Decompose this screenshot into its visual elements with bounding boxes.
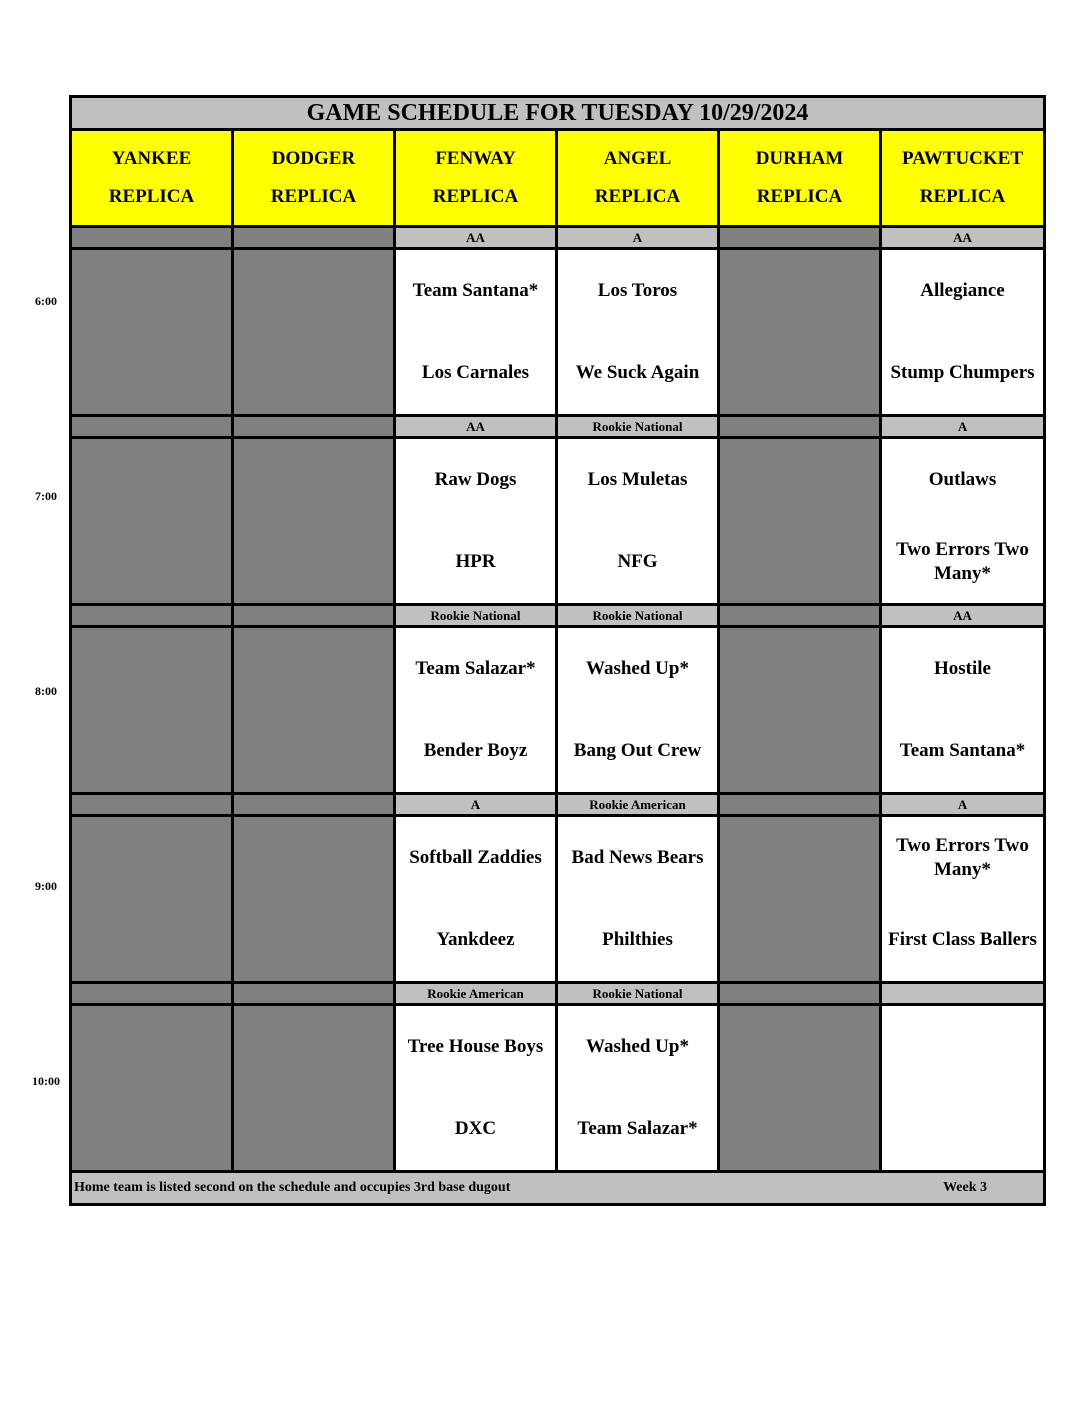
game-cell [395,816,557,983]
game-cell [557,438,719,605]
unused-slot [233,438,395,605]
unused-slot [233,816,395,983]
field-type: REPLICA [108,186,195,207]
game-cell [557,1005,719,1172]
home-team: DXC [454,1118,497,1139]
away-team: Washed Up* [586,1036,689,1057]
away-team: Raw Dogs [434,469,517,490]
home-team: First Class Ballers [888,929,1037,950]
home-team: NFG [617,551,658,572]
field-type: REPLICA [432,186,519,207]
schedule-table [69,95,1046,1206]
field-name: ANGEL [603,148,672,169]
division-label: A [557,227,719,249]
division-label: AA [395,227,557,249]
unused-slot [233,627,395,794]
division-label [71,794,233,816]
time-label: 8:00 [35,684,57,698]
division-label [233,983,395,1005]
home-team: Team Santana* [899,740,1026,761]
division-label: Rookie National [557,605,719,627]
game-cell [395,438,557,605]
home-team: Bang Out Crew [573,740,702,761]
footer [71,1172,1045,1205]
week-label: Week 3 [943,1180,988,1195]
game-row [71,438,1045,605]
division-label [881,983,1045,1005]
home-team: Los Carnales [421,362,530,383]
away-team: Outlaws [928,469,997,490]
division-row [71,227,1045,249]
game-row [71,1005,1045,1172]
field-header-yankee [71,130,233,227]
home-team: HPR [455,551,496,572]
home-team [882,1088,1043,1170]
division-row [71,983,1045,1005]
division-label: AA [881,605,1045,627]
home-team-note: Home team is listed second on the schedule and occupies 3rd base dugout [74,1180,511,1195]
division-label: Rookie National [557,983,719,1005]
away-team: Los Muletas [587,469,688,490]
away-team: Team Santana* [412,280,539,301]
field-header-angel [557,130,719,227]
home-team: Two Errors Two Many* [896,539,1029,584]
division-label [233,794,395,816]
division-label [71,605,233,627]
division-label: Rookie National [557,416,719,438]
away-team: Softball Zaddies [409,847,542,868]
division-label [719,416,881,438]
division-label [71,416,233,438]
division-row [71,605,1045,627]
away-team: Two Errors Two Many* [896,835,1029,880]
unused-slot [719,816,881,983]
game-row [71,627,1045,794]
field-type: REPLICA [756,186,843,207]
division-label [719,794,881,816]
field-type: REPLICA [594,186,681,207]
unused-slot [719,627,881,794]
game-cell [881,249,1045,416]
away-team: Washed Up* [586,658,689,679]
away-team: Los Toros [597,280,678,301]
home-team: We Suck Again [575,362,700,383]
field-header-dodger [233,130,395,227]
division-label [233,227,395,249]
home-team: Philthies [602,929,673,950]
game-row [71,816,1045,983]
game-cell [557,816,719,983]
field-header-durham [719,130,881,227]
division-label: AA [395,416,557,438]
unused-slot [71,438,233,605]
schedule-sheet [69,95,1043,1206]
division-label: Rookie National [395,605,557,627]
division-label: Rookie American [557,794,719,816]
field-name: DODGER [271,148,356,169]
home-team: Bender Boyz [423,740,528,761]
game-row [71,249,1045,416]
time-label: 7:00 [35,489,57,503]
game-cell [395,1005,557,1172]
time-label: 9:00 [35,879,57,893]
game-cell [395,627,557,794]
unused-slot [71,249,233,416]
unused-slot [719,438,881,605]
field-name: YANKEE [111,148,192,169]
game-cell [881,1005,1045,1172]
home-team: Stump Chumpers [890,362,1035,383]
away-team: Allegiance [920,280,1005,301]
division-label: AA [881,227,1045,249]
field-header-fenway [395,130,557,227]
game-cell [395,249,557,416]
unused-slot [719,1005,881,1172]
division-row [71,794,1045,816]
game-cell [881,438,1045,605]
unused-slot [71,816,233,983]
division-label [719,227,881,249]
time-label: 6:00 [35,294,57,308]
division-label [719,983,881,1005]
game-cell [881,627,1045,794]
field-type: REPLICA [919,186,1006,207]
game-cell [557,249,719,416]
division-row [71,416,1045,438]
division-label [71,227,233,249]
home-team: Yankdeez [436,929,515,950]
away-team: Tree House Boys [407,1036,544,1057]
time-label: 10:00 [32,1074,60,1088]
away-team [882,1006,1043,1088]
game-cell [557,627,719,794]
unused-slot [233,1005,395,1172]
division-label [233,416,395,438]
field-header-pawtucket [881,130,1045,227]
unused-slot [719,249,881,416]
field-name: PAWTUCKET [901,148,1024,169]
page-title: GAME SCHEDULE FOR TUESDAY 10/29/2024 [71,97,1045,130]
division-label: A [881,416,1045,438]
division-label: Rookie American [395,983,557,1005]
division-label: A [395,794,557,816]
division-label [719,605,881,627]
field-name: DURHAM [755,148,844,169]
unused-slot [233,249,395,416]
game-cell [881,816,1045,983]
field-type: REPLICA [270,186,357,207]
division-label: A [881,794,1045,816]
away-team: Bad News Bears [571,847,704,868]
unused-slot [71,1005,233,1172]
field-name: FENWAY [435,148,516,169]
division-label [233,605,395,627]
home-team: Team Salazar* [577,1118,698,1139]
division-label [71,983,233,1005]
away-team: Team Salazar* [415,658,536,679]
unused-slot [71,627,233,794]
away-team: Hostile [934,658,991,679]
